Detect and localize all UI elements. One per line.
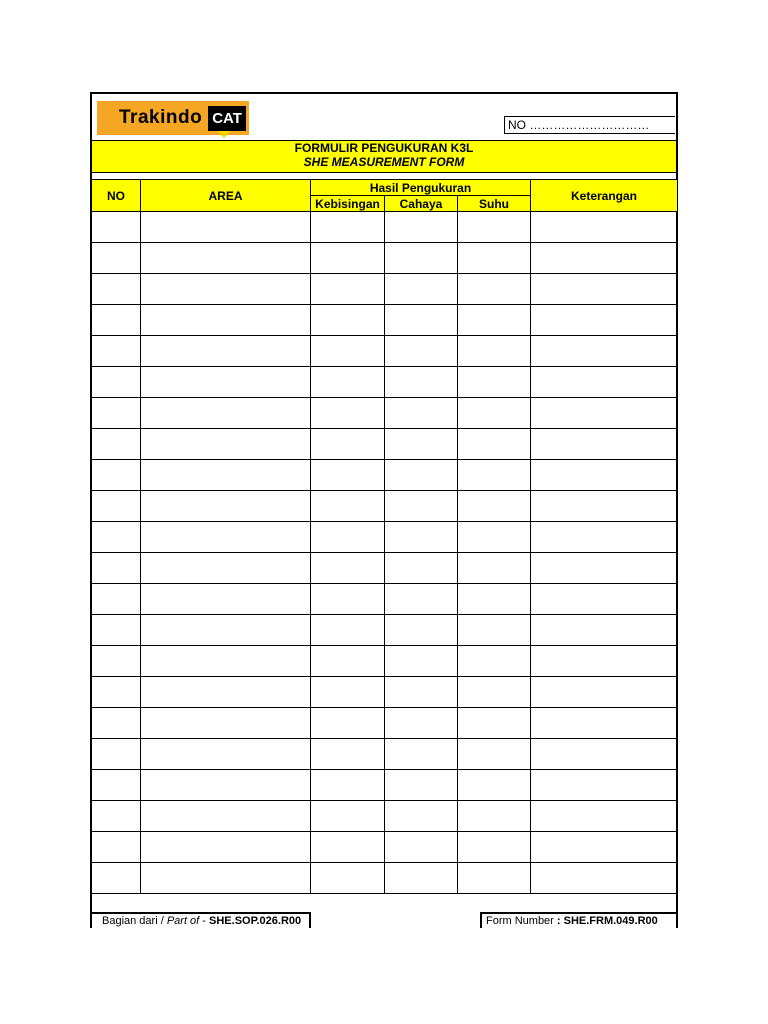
cell-area[interactable] [141, 491, 311, 522]
cell-kebisingan[interactable] [311, 460, 385, 491]
cell-keterangan[interactable] [531, 305, 678, 336]
cell-suhu[interactable] [458, 584, 531, 615]
table-row [92, 243, 678, 274]
cell-keterangan[interactable] [531, 429, 678, 460]
footer-part-of-prefix: Bagian dari / [102, 915, 167, 927]
cell-no[interactable] [92, 832, 141, 863]
cell-keterangan[interactable] [531, 677, 678, 708]
table-row [92, 274, 678, 305]
cell-area[interactable] [141, 398, 311, 429]
table-body [92, 212, 678, 894]
cell-keterangan[interactable] [531, 367, 678, 398]
cell-suhu[interactable] [458, 677, 531, 708]
footer-form-code: : SHE.FRM.049.R00 [556, 915, 658, 927]
cell-cahaya[interactable] [385, 770, 458, 801]
header-no: NO [92, 180, 141, 212]
cell-cahaya[interactable] [385, 398, 458, 429]
header-area: AREA [141, 180, 311, 212]
cell-no[interactable] [92, 739, 141, 770]
cell-cahaya[interactable] [385, 212, 458, 243]
cell-kebisingan[interactable] [311, 677, 385, 708]
cell-suhu[interactable] [458, 832, 531, 863]
cell-cahaya[interactable] [385, 646, 458, 677]
cell-area[interactable] [141, 739, 311, 770]
footer-part-of-italic: Part of [166, 915, 200, 927]
cell-keterangan[interactable] [531, 832, 678, 863]
cell-area[interactable] [141, 460, 311, 491]
cell-cahaya[interactable] [385, 522, 458, 553]
form-title-band [92, 140, 676, 173]
cell-suhu[interactable] [458, 646, 531, 677]
cell-keterangan[interactable] [531, 584, 678, 615]
cell-cahaya[interactable] [385, 739, 458, 770]
table-row [92, 336, 678, 367]
cell-kebisingan[interactable] [311, 832, 385, 863]
cell-kebisingan[interactable] [311, 646, 385, 677]
cell-kebisingan[interactable] [311, 243, 385, 274]
header-suhu: Suhu [458, 196, 531, 212]
cell-suhu[interactable] [458, 770, 531, 801]
cell-no[interactable] [92, 677, 141, 708]
cell-area[interactable] [141, 832, 311, 863]
cell-cahaya[interactable] [385, 274, 458, 305]
cat-logo-mark: CAT [208, 106, 246, 131]
table-row [92, 801, 678, 832]
cell-area[interactable] [141, 770, 311, 801]
cell-area[interactable] [141, 646, 311, 677]
cell-keterangan[interactable] [531, 460, 678, 491]
table-row [92, 863, 678, 894]
cell-suhu[interactable] [458, 708, 531, 739]
cell-suhu[interactable] [458, 739, 531, 770]
cell-kebisingan[interactable] [311, 553, 385, 584]
table-row [92, 212, 678, 243]
footer-sop-code: SHE.SOP.026.R00 [209, 915, 302, 927]
cell-area[interactable] [141, 553, 311, 584]
cell-keterangan[interactable] [531, 398, 678, 429]
cell-keterangan[interactable] [531, 739, 678, 770]
cell-cahaya[interactable] [385, 429, 458, 460]
cell-kebisingan[interactable] [311, 305, 385, 336]
table-row [92, 398, 678, 429]
cell-no[interactable] [92, 367, 141, 398]
cell-cahaya[interactable] [385, 336, 458, 367]
cell-keterangan[interactable] [531, 243, 678, 274]
cell-area[interactable] [141, 243, 311, 274]
cell-kebisingan[interactable] [311, 584, 385, 615]
cell-kebisingan[interactable] [311, 491, 385, 522]
footer-form-number-label: Form Number [486, 915, 554, 927]
header-keterangan: Keterangan [531, 180, 678, 212]
cell-no[interactable] [92, 274, 141, 305]
document-number-field[interactable] [504, 116, 675, 134]
cell-area[interactable] [141, 274, 311, 305]
cell-kebisingan[interactable] [311, 212, 385, 243]
cell-keterangan[interactable] [531, 522, 678, 553]
cell-suhu[interactable] [458, 305, 531, 336]
cell-no[interactable] [92, 243, 141, 274]
cell-area[interactable] [141, 367, 311, 398]
cell-suhu[interactable] [458, 553, 531, 584]
cell-no[interactable] [92, 553, 141, 584]
table-row [92, 708, 678, 739]
cell-no[interactable] [92, 615, 141, 646]
cell-cahaya[interactable] [385, 491, 458, 522]
logo-brand: Trakindo [119, 107, 203, 128]
cell-keterangan[interactable] [531, 336, 678, 367]
table-row [92, 832, 678, 863]
cell-suhu[interactable] [458, 212, 531, 243]
cell-keterangan[interactable] [531, 801, 678, 832]
cell-no[interactable] [92, 708, 141, 739]
measurement-table [91, 179, 678, 894]
table-row [92, 429, 678, 460]
cell-no[interactable] [92, 460, 141, 491]
cell-area[interactable] [141, 336, 311, 367]
cell-suhu[interactable] [458, 460, 531, 491]
cell-kebisingan[interactable] [311, 708, 385, 739]
cell-no[interactable] [92, 336, 141, 367]
header-cahaya: Cahaya [385, 196, 458, 212]
cell-no[interactable] [92, 398, 141, 429]
footer-form-number [480, 912, 678, 928]
cell-no[interactable] [92, 522, 141, 553]
cell-suhu[interactable] [458, 801, 531, 832]
cell-suhu[interactable] [458, 274, 531, 305]
cell-cahaya[interactable] [385, 553, 458, 584]
cell-keterangan[interactable] [531, 274, 678, 305]
cell-cahaya[interactable] [385, 367, 458, 398]
cell-area[interactable] [141, 863, 311, 894]
form-title-id: FORMULIR PENGUKURAN K3L [294, 141, 474, 155]
cell-kebisingan[interactable] [311, 615, 385, 646]
cell-area[interactable] [141, 212, 311, 243]
cell-no[interactable] [92, 429, 141, 460]
cell-keterangan[interactable] [531, 615, 678, 646]
cell-suhu[interactable] [458, 863, 531, 894]
table-row [92, 646, 678, 677]
cell-keterangan[interactable] [531, 212, 678, 243]
cell-cahaya[interactable] [385, 460, 458, 491]
cell-no[interactable] [92, 646, 141, 677]
cell-area[interactable] [141, 305, 311, 336]
document-number-dots: ………………………… [529, 118, 650, 132]
trakindo-logo [97, 101, 249, 135]
table-row [92, 770, 678, 801]
cell-kebisingan[interactable] [311, 336, 385, 367]
cell-kebisingan[interactable] [311, 367, 385, 398]
document-number-label: NO [508, 118, 526, 132]
cell-kebisingan[interactable] [311, 398, 385, 429]
header-kebisingan: Kebisingan [311, 196, 385, 212]
table-row [92, 739, 678, 770]
header-hasil-pengukuran: Hasil Pengukuran [311, 180, 531, 196]
cell-cahaya[interactable] [385, 832, 458, 863]
cell-no[interactable] [92, 212, 141, 243]
cell-no[interactable] [92, 770, 141, 801]
table-row [92, 305, 678, 336]
cell-suhu[interactable] [458, 398, 531, 429]
cell-kebisingan[interactable] [311, 429, 385, 460]
cell-no[interactable] [92, 863, 141, 894]
cell-no[interactable] [92, 491, 141, 522]
cell-suhu[interactable] [458, 243, 531, 274]
cell-cahaya[interactable] [385, 305, 458, 336]
cell-suhu[interactable] [458, 429, 531, 460]
cell-kebisingan[interactable] [311, 801, 385, 832]
table-row [92, 367, 678, 398]
cell-no[interactable] [92, 305, 141, 336]
cell-keterangan[interactable] [531, 553, 678, 584]
cell-cahaya[interactable] [385, 243, 458, 274]
cell-area[interactable] [141, 677, 311, 708]
cell-area[interactable] [141, 522, 311, 553]
table-row [92, 553, 678, 584]
cell-keterangan[interactable] [531, 863, 678, 894]
cell-cahaya[interactable] [385, 801, 458, 832]
cell-keterangan[interactable] [531, 646, 678, 677]
cell-cahaya[interactable] [385, 584, 458, 615]
cell-no[interactable] [92, 584, 141, 615]
cell-suhu[interactable] [458, 367, 531, 398]
cell-suhu[interactable] [458, 491, 531, 522]
cell-kebisingan[interactable] [311, 739, 385, 770]
cell-no[interactable] [92, 801, 141, 832]
table-row [92, 615, 678, 646]
cell-suhu[interactable] [458, 522, 531, 553]
cell-kebisingan[interactable] [311, 522, 385, 553]
cell-area[interactable] [141, 584, 311, 615]
table-row [92, 677, 678, 708]
cell-cahaya[interactable] [385, 615, 458, 646]
cell-keterangan[interactable] [531, 770, 678, 801]
cell-cahaya[interactable] [385, 677, 458, 708]
footer-part-of-dash: - [199, 915, 210, 927]
cell-cahaya[interactable] [385, 863, 458, 894]
table-row [92, 460, 678, 491]
cell-area[interactable] [141, 708, 311, 739]
cell-area[interactable] [141, 429, 311, 460]
table-row [92, 522, 678, 553]
table-row [92, 491, 678, 522]
cell-kebisingan[interactable] [311, 770, 385, 801]
cell-kebisingan[interactable] [311, 274, 385, 305]
cell-kebisingan[interactable] [311, 863, 385, 894]
cell-keterangan[interactable] [531, 708, 678, 739]
cell-area[interactable] [141, 801, 311, 832]
footer-part-of [90, 912, 311, 928]
form-title-en: SHE MEASUREMENT FORM [303, 155, 465, 169]
cell-cahaya[interactable] [385, 708, 458, 739]
cell-suhu[interactable] [458, 336, 531, 367]
cell-keterangan[interactable] [531, 491, 678, 522]
cell-area[interactable] [141, 615, 311, 646]
cell-suhu[interactable] [458, 615, 531, 646]
table-row [92, 584, 678, 615]
